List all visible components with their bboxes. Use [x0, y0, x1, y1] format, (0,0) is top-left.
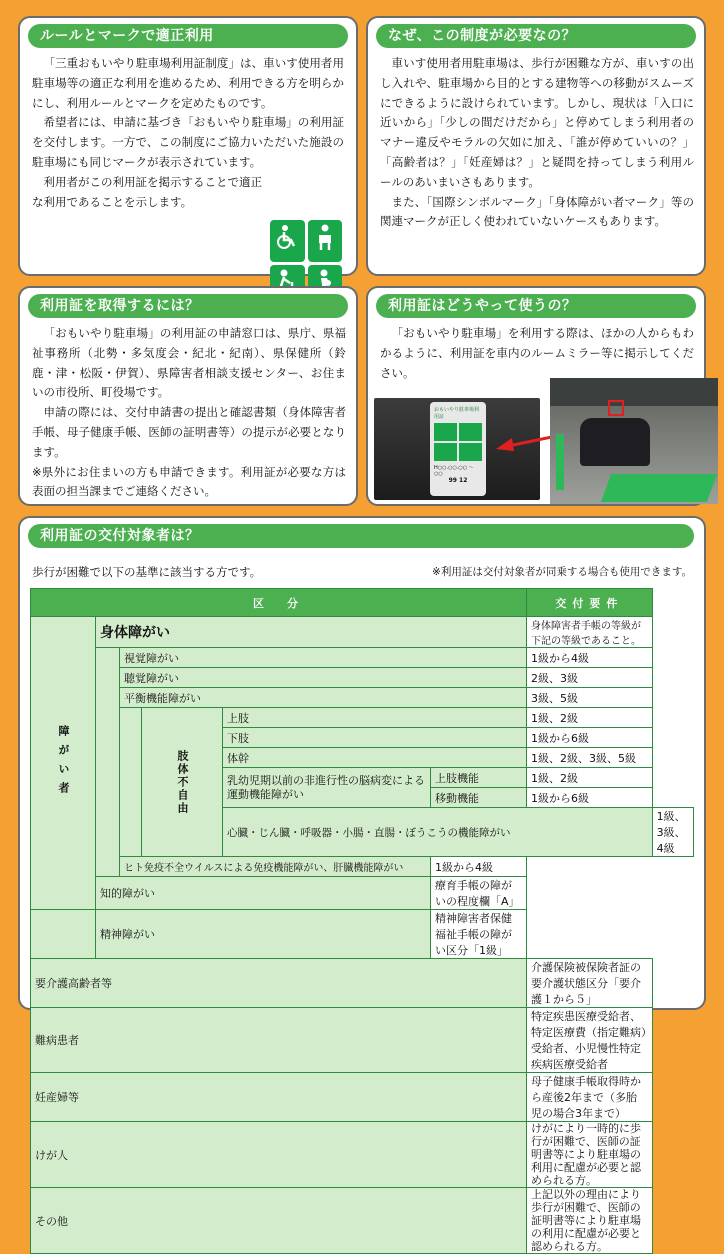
cat-trunk: 体幹 [223, 748, 527, 768]
panel-why [366, 16, 706, 276]
req-intellectual: 療育手帳の障がいの程度欄「A」 [431, 877, 527, 910]
panel-obtain [18, 286, 358, 506]
req-mental: 精神障害者保健福祉手帳の障がい区分「1級」 [431, 910, 527, 959]
cat-sight: 視覚障がい [120, 648, 527, 668]
cat-brain: 乳幼児期以前の非進行性の脳病変による運動機能障がい [223, 768, 431, 808]
obtain-para-1: 「おもいやり駐車場」の利用証の申請窓口は、県庁、県福祉事務所（北勢・多気度会・紀北・紀南）、県保健所（鈴鹿・津・松阪・伊賀）、県障害者相談支援センター、お住まいの市役所、町役場です。 [32, 326, 346, 400]
cat-injury: けが人 [31, 1122, 527, 1188]
eligibility-intro: 歩行が困難で以下の基準に該当する方です。 [32, 565, 262, 579]
req-hiv: 1級から4級 [431, 857, 527, 877]
req-sight: 1級から4級 [527, 648, 653, 668]
req-injury: けがにより一時的に歩行が困難で、医師の証明書等により駐車場の利用に配慮が必要と認められる方。 [527, 1122, 653, 1188]
panel-eligibility [18, 516, 706, 1253]
header-category: 区 分 [31, 589, 527, 617]
cat-upper: 上肢 [223, 708, 527, 728]
req-other: 上記以外の理由により歩行が困難で、医師の証明書等により駐車場の利用に配慮が必要と認められる方。 [527, 1188, 653, 1254]
wheelchair-icon [270, 220, 305, 262]
req-trunk: 1級、2級、3級、5級 [527, 748, 653, 768]
req-brain-move: 1級から6級 [527, 788, 653, 808]
req-pregnant: 母子健康手帳取得時から産後2年まで（多胎児の場合3年まで） [527, 1073, 653, 1122]
eligibility-note: ※利用証は交付対象者が同乗する場合も使用できます。 [432, 566, 692, 578]
header-requirement: 交付要件 [527, 589, 653, 617]
eligibility-table [30, 588, 694, 1254]
cat-brain-move: 移動機能 [431, 788, 527, 808]
cat-other: その他 [31, 1188, 527, 1254]
cat-care: 要介護高齢者等 [31, 959, 527, 1008]
panel-rules-title: ルールとマークで適正利用 [28, 24, 348, 48]
why-para-2: また、「国際シンボルマーク」「身体障がい者マーク」等の関連マークが正しく使われていないケースもあります。 [380, 194, 694, 229]
cat-intractable: 難病患者 [31, 1008, 527, 1073]
req-balance: 3級、5級 [527, 688, 653, 708]
permit-tag-date: H○○.○○.○○ ～ ○○ [434, 465, 474, 477]
cat-physical: 身体障がい [96, 617, 527, 648]
permit-tag-date2: 99 12 [448, 477, 468, 484]
group-disabled: 障がい者 [31, 617, 96, 910]
req-care: 介護保険被保険者証の要介護状態区分「要介護１から５」 [527, 959, 653, 1008]
cat-balance: 平衡機能障がい [120, 688, 527, 708]
req-brain-upper: 1級、2級 [527, 768, 653, 788]
cat-intellectual: 知的障がい [96, 877, 431, 910]
obtain-para-2: 申請の際には、交付申請書の提出と確認書類（身体障害者手帳、母子健康手帳、医師の証明書等）の提示が必要となります。 [32, 405, 346, 459]
parked-car-photo [550, 378, 718, 504]
obtain-note: ※県外にお住まいの方も申請できます。利用証が必要な方は表面の担当課までご連絡ください。 [32, 464, 346, 499]
cat-limb: 肢体不自由 [142, 708, 223, 857]
panel-obtain-title: 利用証を取得するには？ [28, 294, 348, 318]
panel-rules [18, 16, 358, 276]
req-lower: 1級から6級 [527, 728, 653, 748]
req-organ: 1級、3級、4級 [652, 808, 693, 857]
why-para-1: 車いす使用者用駐車場は、歩行が困難な方が、車いすの出し入れや、駐車場から目的とする建物等への移動がスムーズにできるように設けられています。しかし、現状は「入口に近いから」「少しの間だけだから」と停めてしまう利用者のマナー違反やモラルの欠如に加え、「誰が停めていいの？」「高齢者は？」「妊産婦は？」と疑問を持ってしまう利用ルールのあいまいさもあります。 [380, 56, 694, 189]
parking-symbols [270, 220, 342, 290]
panel-why-title: なぜ、この制度が必要なの？ [376, 24, 696, 48]
permit-tag-title: おもいやり駐車場利用証 [434, 407, 480, 420]
how-para-1: 「おもいやり駐車場」を利用する際は、ほかの人からもわかるように、利用証を車内のルームミラー等に掲示してください。 [380, 326, 694, 380]
rules-para-1: 「三重おもいやり駐車場利用証制度」は、車いす使用者用駐車場等の適正な利用を進めるため、利用できる方を明らかにし、利用ルールとマークを定めたものです。 [32, 56, 344, 110]
req-physical: 身体障害者手帳の等級が下記の等級であること。 [527, 617, 653, 648]
disabled-person-icon [308, 220, 343, 262]
rules-para-2: 希望者には、申請に基づき「おもいやり駐車場」の利用証を交付します。一方で、この制度にご協力いただいた施設の駐車場にも同じマークが表示されています。 [32, 115, 344, 169]
rules-para-3: 利用者がこの利用証を掲示することで適正な利用であることを示します。 [32, 174, 262, 209]
cat-mental: 精神障がい [96, 910, 431, 959]
panel-eligibility-title: 利用証の交付対象者は？ [28, 524, 694, 548]
req-hearing: 2級、3級 [527, 668, 653, 688]
panel-how-to-use [366, 286, 706, 506]
cat-hearing: 聴覚障がい [120, 668, 527, 688]
cat-lower: 下肢 [223, 728, 527, 748]
cat-hiv: ヒト免疫不全ウイルスによる免疫機能障がい、肝臓機能障がい [120, 857, 431, 877]
cat-organ: 心臓・じん臓・呼吸器・小腸・直腸・ぼうこうの機能障がい [223, 808, 653, 857]
req-upper: 1級、2級 [527, 708, 653, 728]
req-intractable: 特定疾患医療受給者、特定医療費（指定難病）受給者、小児慢性特定疾病医療受給者 [527, 1008, 653, 1073]
cat-brain-upper: 上肢機能 [431, 768, 527, 788]
cat-pregnant: 妊産婦等 [31, 1073, 527, 1122]
panel-how-title: 利用証はどうやって使うの？ [376, 294, 696, 318]
